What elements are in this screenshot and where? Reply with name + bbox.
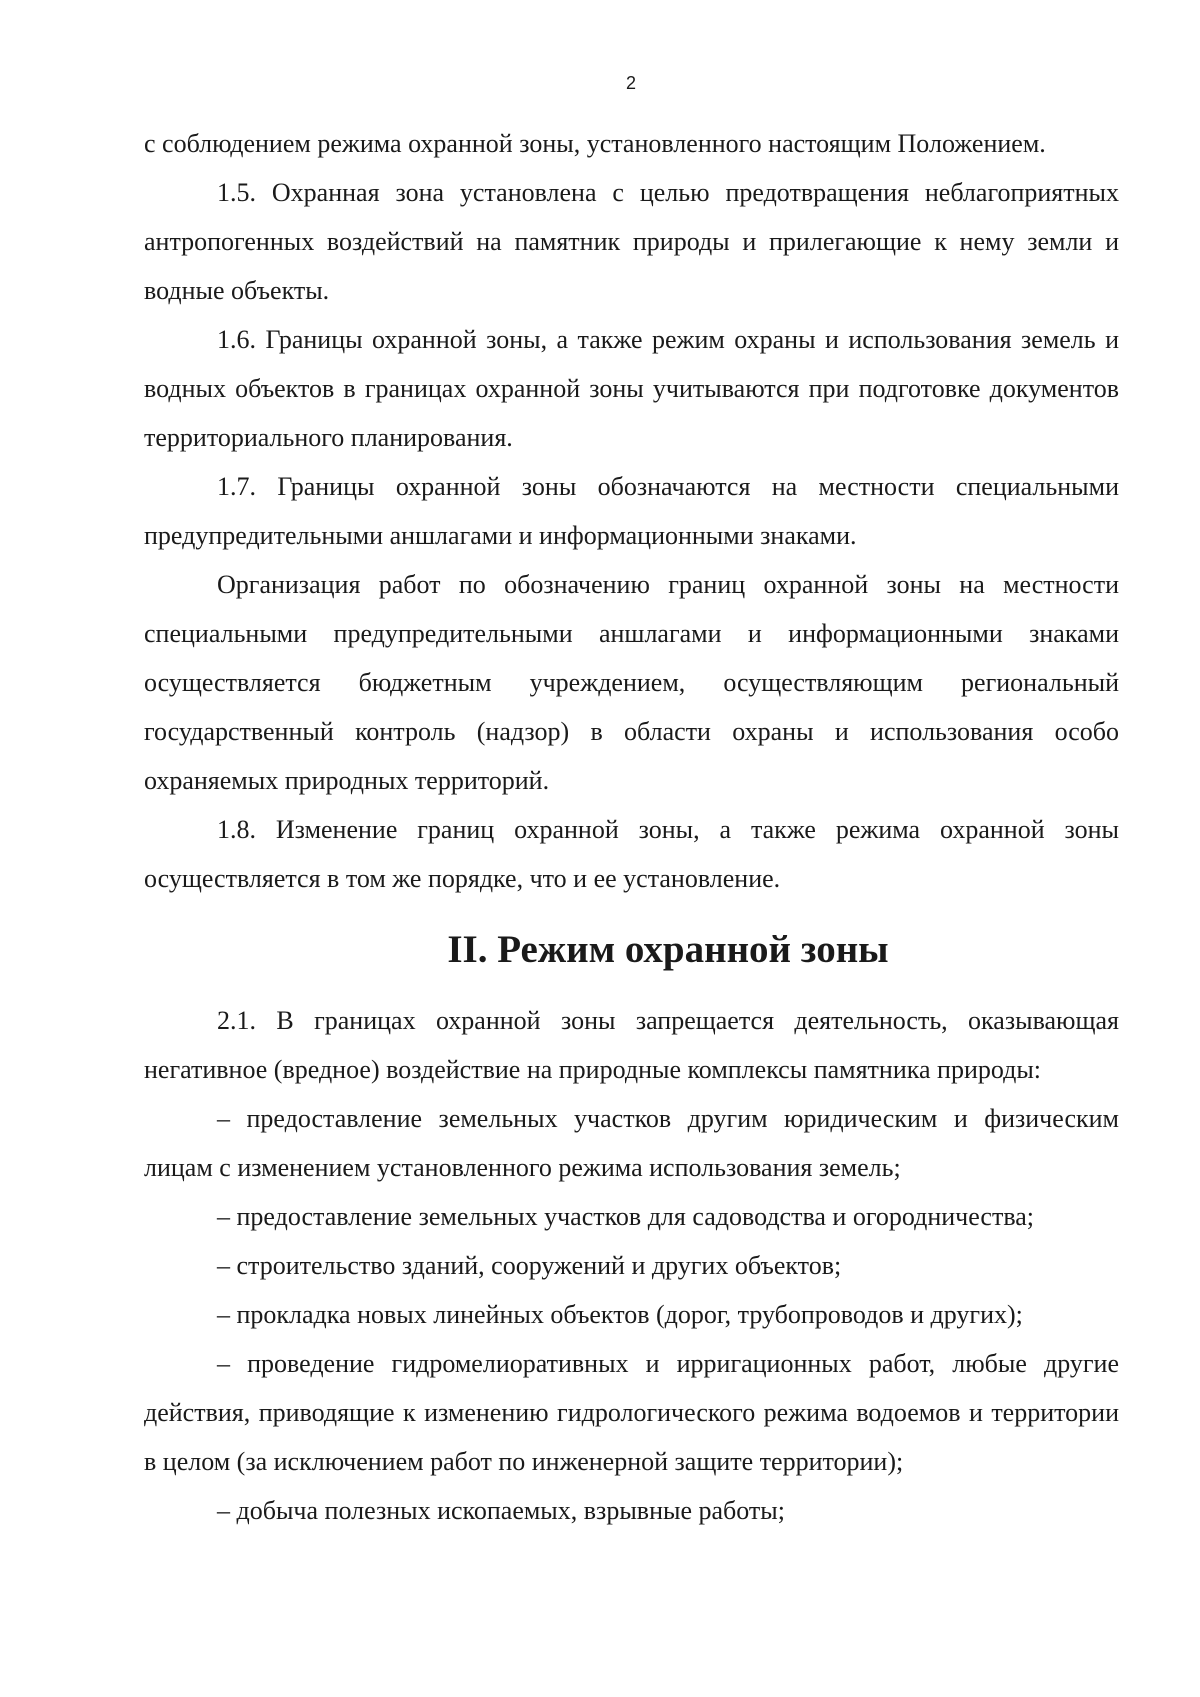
paragraph-1-5: 1.5. Охранная зона установлена с целью предотвращения неблагоприятных антропогенных воздействий на памятник природы и прилегающие к нему земли и водные объекты. bbox=[144, 178, 1119, 305]
list-item: – предоставление земельных участков для садоводства и огородничества; bbox=[217, 1202, 1035, 1231]
paragraph-organization: Организация работ по обозначению границ охранной зоны на местности специальными предупредительными аншлагами и информационными знаками осуществляется бюджетным учреждением, осуществляющим региональный государственный контроль (надзор) в области охраны и использования особо охраняемых природных территорий. bbox=[144, 570, 1119, 795]
paragraph-2-1: 2.1. В границах охранной зоны запрещается деятельность, оказывающая негативное (вредное) воздействие на природные комплексы памятника природы: bbox=[144, 1006, 1119, 1084]
list-item: – добыча полезных ископаемых, взрывные работы; bbox=[217, 1496, 785, 1525]
paragraph-continuation: с соблюдением режима охранной зоны, установленного настоящим Положением. bbox=[144, 129, 1046, 158]
paragraph-1-6: 1.6. Границы охранной зоны, а также режим охраны и использования земель и водных объектов в границах охранной зоны учитываются при подготовке документов территориального планирования. bbox=[144, 325, 1119, 452]
document-body bbox=[144, 119, 1119, 1535]
list-item: – проведение гидромелиоративных и ирригационных работ, любые другие действия, приводящие к изменению гидрологического режима водоемов и территории в целом (за исключением работ по инженерной защите территории); bbox=[144, 1349, 1119, 1476]
list-item: – предоставление земельных участков другим юридическим и физическим лицам с изменением установленного режима использования земель; bbox=[144, 1104, 1119, 1182]
page-number: 2 bbox=[625, 73, 636, 93]
list-item: – строительство зданий, сооружений и других объектов; bbox=[217, 1251, 842, 1280]
section-heading: II. Режим охранной зоны bbox=[447, 928, 889, 971]
paragraph-1-8: 1.8. Изменение границ охранной зоны, а также режима охранной зоны осуществляется в том же порядке, что и ее установление. bbox=[144, 815, 1119, 893]
list-item: – прокладка новых линейных объектов (дорог, трубопроводов и других); bbox=[217, 1300, 1023, 1329]
paragraph-1-7: 1.7. Границы охранной зоны обозначаются на местности специальными предупредительными аншлагами и информационными знаками. bbox=[144, 472, 1119, 550]
